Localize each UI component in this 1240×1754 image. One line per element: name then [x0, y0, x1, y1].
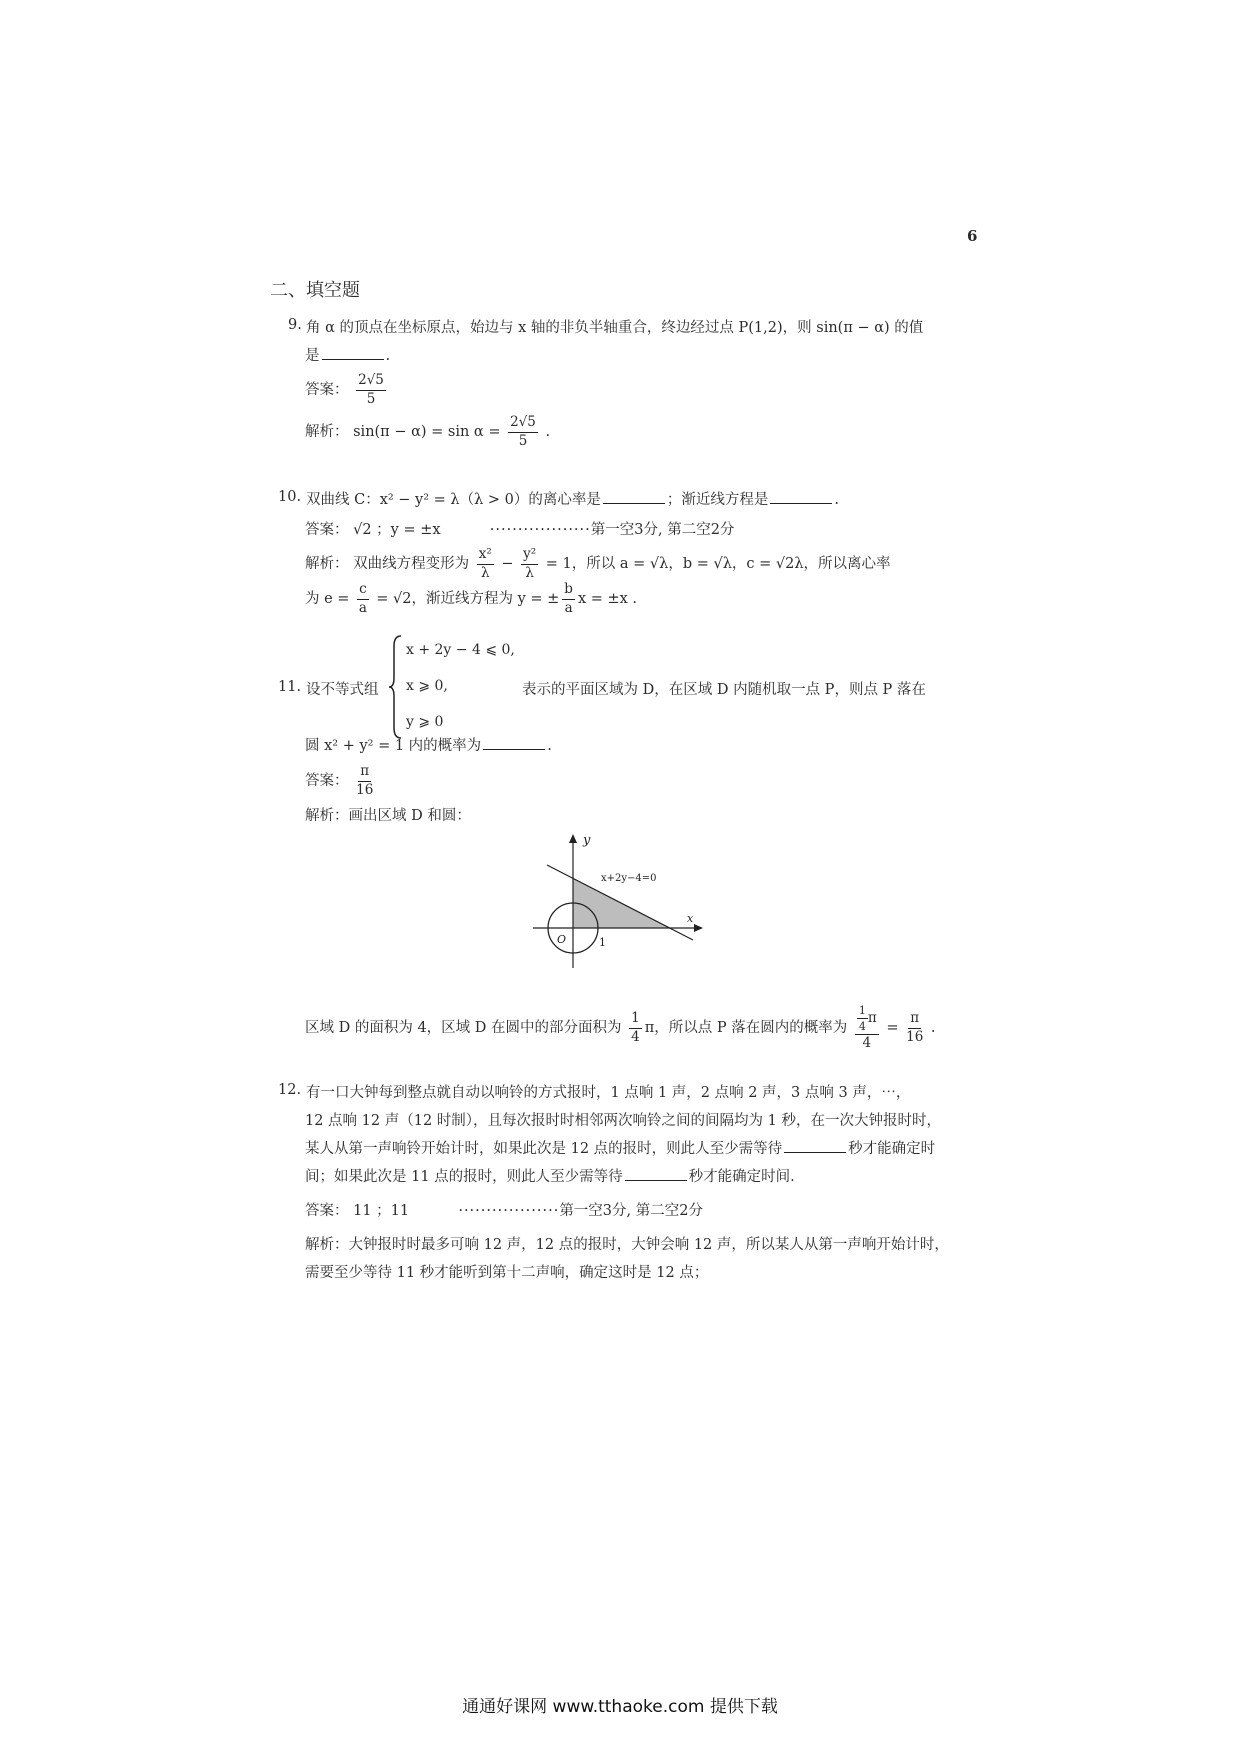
q10-a2-end: x = ±x . [577, 591, 638, 607]
q11-res-f-den: 4 [631, 1028, 640, 1045]
q12-answer [305, 1200, 703, 1222]
q11-brace [388, 634, 404, 740]
q11-res-a: 区域 D 的面积为 4，区域 D 在圆中的部分面积为 [305, 1020, 622, 1036]
q11-analysis [305, 805, 471, 827]
q10-a2-mid: = √2，渐近线方程为 y = ± [376, 591, 560, 607]
q12-blank-2 [625, 1166, 687, 1181]
q11-res-inner-den: 4 [858, 1020, 866, 1034]
q9-line1: 角 α 的顶点在坐标原点，始边与 x 轴的非负半轴重合，终边经过点 P(1,2)，则 sin(π − α) 的值 [306, 320, 924, 336]
q10-a2-pre: 为 e = [305, 591, 350, 607]
q11-res-compound-num [855, 1005, 879, 1035]
q10-text-end: . [834, 492, 840, 508]
q10-a1-f1-num: x² [477, 548, 494, 565]
q10-text-b: ；渐近线方程是 [666, 492, 769, 508]
q11-answer-num: π [358, 765, 371, 782]
q9-blank [322, 345, 384, 360]
q10-text-a: 双曲线 C：x² − y² = λ（λ > 0）的离心率是 [306, 492, 601, 508]
q9-answer-den: 5 [366, 390, 376, 407]
q9-answer-fraction [356, 374, 386, 406]
q10-a2-fraction-2 [562, 583, 575, 615]
x-axis-arrow [694, 924, 703, 932]
q11-res-fraction-1 [629, 1012, 642, 1044]
q9-line2 [305, 345, 390, 367]
q11-line2-end: . [547, 738, 552, 754]
q12-number: 12. [278, 1082, 302, 1098]
q11-res-compound-den: 4 [862, 1035, 872, 1052]
q9-number: 9. [288, 317, 302, 333]
q11-res-compound-fraction [855, 1005, 879, 1051]
q11-res-inner-pi: π [867, 1010, 877, 1027]
q10-score: 第一空3分, 第二空2分 [590, 522, 735, 538]
q11-ineq-2: x ⩾ 0, [406, 678, 448, 694]
q10-line1 [306, 489, 839, 511]
q10-score-dots: ·················· [489, 522, 591, 538]
q12-score: 第一空3分, 第二空2分 [559, 1203, 703, 1219]
q12-a1: 大钟报时时最多可响 12 声，12 点的报时，大钟会响 12 声，所以某人从第一声响开始计时， [348, 1237, 949, 1253]
q12-line4-a: 间；如果此次是 11 点的报时，则此人至少需等待 [305, 1169, 623, 1185]
q10-analysis-line1 [305, 544, 891, 584]
q10-answer-label: 答案： [305, 522, 349, 538]
q11-ineq-3: y ⩾ 0 [406, 714, 444, 730]
fig-label-origin: O [557, 933, 567, 946]
q11-res-end: . [930, 1020, 936, 1036]
q10-a1-f2-den: λ [525, 564, 534, 581]
fig-label-one: 1 [599, 936, 606, 949]
q9-answer [305, 370, 389, 410]
fig-label-y: y [583, 833, 591, 848]
q12-answer-value: 11 ；11 [353, 1203, 410, 1219]
q9-line2-suffix: . [385, 348, 391, 364]
page-number: 6 [967, 227, 978, 245]
q12-line2: 12 点响 12 声（12 时制），且每次报时时相邻两次响铃之间的间隔均为 1 秒，在一次大钟报时时， [305, 1113, 941, 1129]
footer-credit: 通通好课网 www.tthaoke.com 提供下载 [462, 1697, 778, 1717]
q12-blank-1 [784, 1138, 846, 1153]
q11-analysis-label: 解析： [305, 808, 349, 824]
q10-a2-fraction-1 [357, 583, 369, 615]
q11-answer-label: 答案： [305, 773, 349, 789]
q9-analysis-num: 2√5 [508, 416, 538, 433]
q10-a1-fraction-2 [521, 548, 538, 580]
q11-tail: 表示的平面区域为 D，在区域 D 内随机取一点 P，则点 P 落在 [522, 682, 926, 698]
y-axis-arrow [569, 834, 577, 843]
q11-res-inner-fraction [857, 1005, 868, 1032]
q12-answer-label: 答案： [305, 1203, 349, 1219]
q11-res-b: π，所以点 P 落在圆内的概率为 [644, 1020, 848, 1036]
q9-answer-num: 2√5 [356, 374, 386, 391]
q10-a1-f2-num: y² [521, 548, 538, 565]
q12-analysis-label: 解析： [305, 1237, 349, 1253]
q10-a2-f2-den: a [564, 599, 573, 616]
q10-a1-post: = 1，所以 a = √λ，b = √λ，c = √2λ，所以离心率 [545, 556, 891, 572]
q12-line3 [305, 1138, 935, 1160]
q10-a2-f-num: c [357, 583, 369, 600]
q9-analysis [305, 412, 550, 452]
q9-analysis-fraction [508, 416, 538, 448]
q11-res-fraction-3 [906, 1012, 923, 1044]
q12-analysis-line1 [305, 1234, 949, 1256]
q10-blank-2 [770, 489, 832, 504]
q11-res-f3-den: 16 [906, 1028, 924, 1045]
q9-analysis-end: . [545, 424, 551, 440]
q9-analysis-den: 5 [518, 432, 528, 449]
section-title: 二、填空题 [270, 280, 360, 301]
q9-line2-prefix: 是 [305, 348, 320, 364]
q10-a1-minus: − [501, 556, 514, 572]
q11-line2-text: 圆 x² + y² = 1 内的概率为 [305, 738, 482, 754]
q11-res-f-num: 1 [629, 1012, 642, 1029]
q11-answer-fraction [356, 765, 373, 797]
q9-analysis-expr: sin(π − α) = sin α = [353, 424, 501, 440]
q11-line2 [305, 735, 552, 757]
q10-a2-f-den: a [358, 599, 367, 616]
q11-analysis-text: 画出区域 D 和圆： [348, 808, 471, 824]
q10-analysis-label: 解析： [305, 556, 349, 572]
q12-line3-a: 某人从第一声响铃开始计时，如果此次是 12 点的报时，则此人至少需等待 [305, 1141, 783, 1157]
q11-answer-den: 16 [356, 781, 374, 798]
q11-ineq-1: x + 2y − 4 ⩽ 0, [406, 642, 515, 658]
q12-analysis-line2: 需要至少等待 11 秒才能听到第十二声响，确定这时是 12 点； [305, 1265, 709, 1281]
q11-blank [483, 735, 545, 750]
q11-answer [305, 761, 376, 801]
q12-line4 [305, 1166, 795, 1188]
q10-a2-f2-num: b [562, 583, 575, 600]
q10-answer [305, 519, 734, 541]
q10-blank-1 [603, 489, 665, 504]
q11-number: 11. [278, 679, 302, 695]
q10-a1-f1-den: λ [480, 564, 490, 581]
fig-label-line: x+2y−4=0 [601, 873, 657, 884]
q10-a1-pre: 双曲线方程变形为 [353, 556, 470, 572]
q11-region-figure [525, 830, 715, 970]
q12-line3-b: 秒才能确定时 [848, 1141, 936, 1157]
q12-line1: 有一口大钟每到整点就自动以响铃的方式报时，1 点响 1 声，2 点响 2 声，3 点响 3 声，⋯， [306, 1085, 911, 1101]
fig-label-x: x [687, 912, 694, 925]
q12-line4-b: 秒才能确定时间. [688, 1169, 795, 1185]
q11-result [305, 1004, 936, 1052]
q10-a1-fraction-1 [477, 548, 494, 580]
q10-analysis-line2 [305, 579, 637, 619]
q10-number: 10. [278, 489, 302, 505]
q12-score-dots: ·················· [458, 1203, 560, 1219]
q9-answer-label: 答案： [305, 382, 349, 398]
q11-inequality-system [388, 634, 528, 740]
q9-analysis-label: 解析： [305, 424, 349, 440]
q11-lead: 设不等式组 [306, 682, 379, 698]
q10-answer-value: √2 ；y = ±x [353, 522, 441, 538]
q11-res-eq: = [886, 1020, 899, 1036]
q11-res-inner-num: 1 [858, 1004, 866, 1018]
q11-res-f3-num: π [908, 1012, 921, 1029]
